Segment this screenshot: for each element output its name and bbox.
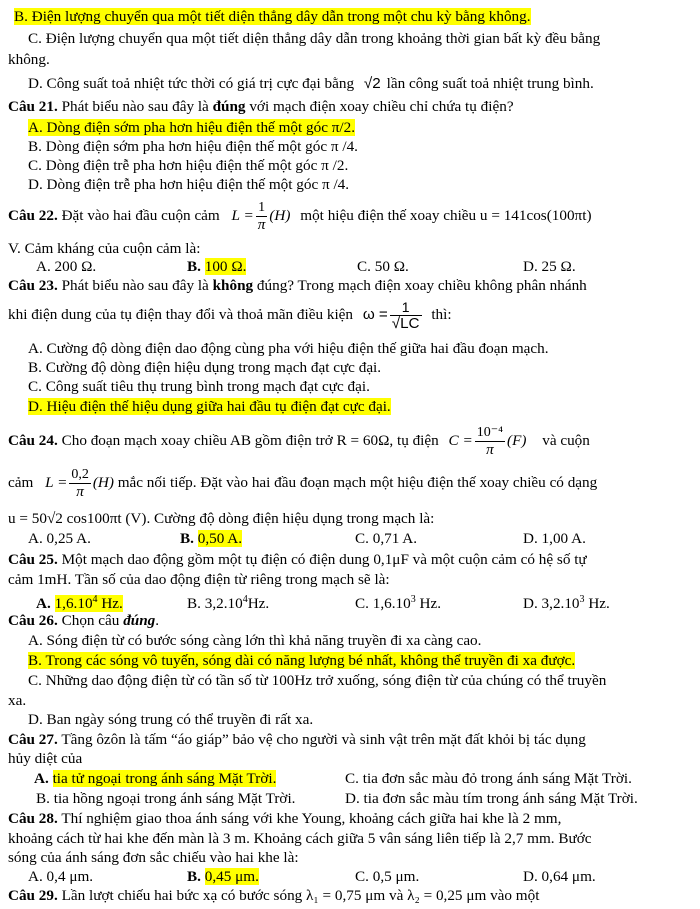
q27-option-c: C. tia đơn sắc màu đỏ trong ánh sáng Mặt Trời. xyxy=(345,770,632,787)
highlighted-answer: A. Dòng điện sớm pha hơn hiệu điện thế một góc π/2. xyxy=(28,119,356,136)
highlighted-answer: B. Điện lượng chuyển qua một tiết diện thẳng dây dẫn trong một chu kỳ bằng không. xyxy=(14,8,531,25)
q26-option-b xyxy=(28,652,575,670)
highlighted-answer: B. Trong các sóng vô tuyến, sóng dài có năng lượng bé nhất, không thể truyền đi xa được. xyxy=(28,652,576,669)
q26-option-a: A. Sóng điện từ có bước sóng càng lớn thì khả năng truyền đi xa càng cao. xyxy=(28,632,482,649)
q24-option-a: A. 0,25 A. xyxy=(28,530,91,547)
q22-option-a: A. 200 Ω. xyxy=(36,258,97,275)
highlighted-answer: 1,6.10$^4$ Hz. xyxy=(54,594,123,613)
q24-option-c: C. 0,71 A. xyxy=(355,530,418,547)
q26-option-d: D. Ban ngày sóng trung có thể truyền đi rất xa. xyxy=(28,711,314,728)
highlighted-answer: tia tử ngoại trong ánh sáng Mặt Trời. xyxy=(52,770,277,787)
q25-option-c: C. 1,6.10$^3$ Hz. xyxy=(355,594,442,613)
q23-option-c: C. Công suất tiêu thụ trung bình trong mạch đạt cực đại. xyxy=(28,378,370,395)
q21-option-b: B. Dòng điện sớm pha hơn hiệu điện thế một góc π /4. xyxy=(28,138,358,155)
q28-stem-line3: sóng của ánh sáng đơn sắc chiếu vào hai khe là: xyxy=(8,849,299,866)
fraction-inductance: $\frac{0,2}{\pi}$ xyxy=(71,467,89,501)
highlighted-answer: D. Hiệu điện thế hiệu dụng giữa hai đầu tụ điện đạt cực đại. xyxy=(28,398,391,415)
q28-option-d: D. 0,64 μm. xyxy=(523,868,596,885)
q26-option-c-line2: xa. xyxy=(8,692,27,709)
q21-stem: Câu 21. Phát biểu nào sau đây là đúng với mạch điện xoay chiều chỉ chứa tụ điện? xyxy=(8,98,514,115)
q23-condition: khi điện dung của tụ điện thay đổi và thoả mãn điều kiện ω = $\frac{1}{√LC}$ thì: xyxy=(8,299,452,333)
q22-option-b: B. 100 Ω. xyxy=(187,258,247,275)
q22-option-d: D. 25 Ω. xyxy=(523,258,576,275)
q25-option-a: A. 1,6.10$^4$ Hz. xyxy=(36,594,123,613)
q21-option-d: D. Dòng điện trễ pha hơn hiệu điện thế một góc π /4. xyxy=(28,176,350,193)
q20-option-c-line2: không. xyxy=(8,51,50,68)
q27-stem: Câu 27. Tầng ôzôn là tấm “áo giáp” bảo vệ cho người và sinh vật trên mặt đất khỏi bị tác dụng xyxy=(8,731,586,748)
q24-stem: Câu 24. Cho đoạn mạch xoay chiều AB gồm điện trở R = 60Ω, tụ điện C = $\frac{\text{10⁻⁴}}{\pi}$ (F) và cuộn xyxy=(8,425,590,459)
q23-option-a: A. Cường độ dòng điện dao động cùng pha với hiệu điện thế giữa hai đầu đoạn mạch. xyxy=(28,340,549,357)
q27-option-a: A. tia tử ngoại trong ánh sáng Mặt Trời. xyxy=(34,770,277,787)
q25-stem: Câu 25. Một mạch dao động gồm một tụ điện có điện dung 0,1μF và một cuộn cảm có hệ số tự xyxy=(8,551,587,568)
q25-option-d: D. 3,2.10$^3$ Hz. xyxy=(523,594,610,613)
q23-option-d xyxy=(28,398,391,416)
q22-stem-line2: V. Cảm kháng của cuộn cảm là: xyxy=(8,240,201,257)
q25-option-b: B. 3,2.10$^4$Hz. xyxy=(187,594,270,613)
q22-stem: Câu 22. Đặt vào hai đầu cuộn cảm L = $\frac{1}{\pi}$ (H) một hiệu điện thế xoay chiều u = 141cos(100πt) xyxy=(8,200,592,234)
q23-option-b: B. Cường độ dòng điện hiệu dụng trong mạch đạt cực đại. xyxy=(28,359,382,376)
fraction-1-over-sqrt-lc: $\frac{1}{√LC}$ xyxy=(391,299,420,333)
q28-stem: Câu 28. Thí nghiệm giao thoa ánh sáng với khe Young, khoảng cách giữa hai khe là 2 mm, xyxy=(8,810,562,827)
q24-inductance: cảm L = $\frac{0,2}{\pi}$ (H) mắc nối tiếp. Đặt vào hai đầu đoạn mạch một hiệu điện thế xoay chiều có dạng xyxy=(8,467,598,501)
fraction-capacitance: $\frac{\text{10⁻⁴}}{\pi}$ xyxy=(476,425,504,459)
q21-option-c: C. Dòng điện trễ pha hơn hiệu điện thế một góc π /2. xyxy=(28,157,349,174)
q20-option-b xyxy=(14,8,531,26)
q21-option-a xyxy=(28,119,355,137)
q28-option-a: A. 0,4 μm. xyxy=(28,868,94,885)
q28-option-c: C. 0,5 μm. xyxy=(355,868,420,885)
highlighted-answer: 0,45 μm. xyxy=(204,868,259,885)
q22-option-c: C. 50 Ω. xyxy=(357,258,409,275)
q25-stem-line2: cảm 1mH. Tần số của dao động điện từ riêng trong mạch sẽ là: xyxy=(8,571,390,588)
q20-option-d: D. Công suất toả nhiệt tức thời có giá trị cực đại bằng √2 lần công suất toả nhiệt trung bình. xyxy=(28,75,594,92)
highlighted-answer: 0,50 A. xyxy=(197,530,243,547)
q27-stem-line2: hủy diệt của xyxy=(8,750,83,767)
q27-option-d: D. tia đơn sắc màu tím trong ánh sáng Mặt Trời. xyxy=(345,790,638,807)
q26-stem: Câu 26. Chọn câu đúng. xyxy=(8,612,160,629)
q27-option-b: B. tia hồng ngoại trong ánh sáng Mặt Trời. xyxy=(36,790,296,807)
q20-option-c-line1: C. Điện lượng chuyển qua một tiết diện thẳng dây dẫn trong khoảng thời gian bất kỳ đều bằng xyxy=(28,30,601,47)
q24-voltage: u = 50√2 cos100πt (V). Cường độ dòng điện hiệu dụng trong mạch là: xyxy=(8,510,435,527)
q24-option-d: D. 1,00 A. xyxy=(523,530,586,547)
fraction-1-over-pi: $\frac{1}{\pi}$ xyxy=(257,200,266,234)
q26-option-c-line1: C. Những dao động điện từ có tần số từ 100Hz trở xuống, sóng điện từ của chúng có thể truyền xyxy=(28,672,607,689)
q23-stem: Câu 23. Phát biểu nào sau đây là không đúng? Trong mạch điện xoay chiều không phân nhánh xyxy=(8,277,587,294)
q29-stem: Câu 29. Lần lượt chiếu hai bức xạ có bước sóng λ₁ = 0,75 μm và λ₂ = 0,25 μm vào một xyxy=(8,887,540,904)
q28-stem-line2: khoảng cách từ hai khe đến màn là 3 m. Khoảng cách giữa 5 vân sáng liên tiếp là 2,7 mm. Bước xyxy=(8,830,592,847)
q24-option-b: B. 0,50 A. xyxy=(180,530,243,547)
sqrt2-symbol: √2 xyxy=(363,75,381,92)
highlighted-answer: 100 Ω. xyxy=(204,258,247,275)
q28-option-b: B. 0,45 μm. xyxy=(187,868,259,885)
